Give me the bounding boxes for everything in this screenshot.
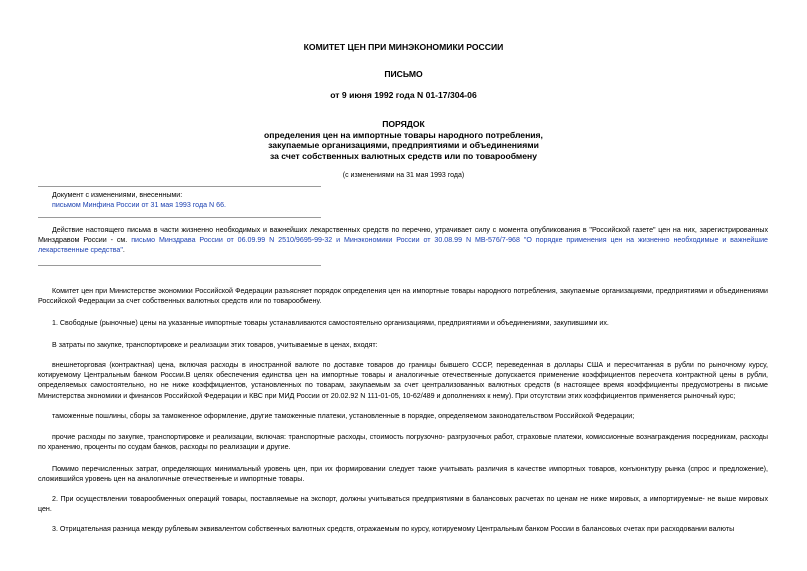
- divider: [38, 217, 321, 218]
- title-line-2: определения цен на импортные товары народного потребления,: [264, 129, 543, 140]
- document-type: ПИСЬМО: [384, 69, 423, 79]
- paragraph-additional-factors: Помимо перечисленных затрат, определяющих минимальный уровень цен, при их формировании следует также учитывать различия в качестве импортных товаров, конъюнктуру рынка (спрос и предложение), сложившийся уровень цен на аналогичные отечественные и импортные товары.: [38, 465, 768, 484]
- amendment-note: (с изменениями на 31 мая 1993 года): [342, 172, 465, 179]
- paragraph-contract-price: внешнеторговая (контрактная) цена, включая расходы в иностранной валюте по доставке товаров до границы бывшего СССР, переведенная в доллары США и пересчитанная в рубли по рыночному курсу, котируемому Центральным банком России.В целях обеспечения единства цен на импортные товары и аналогичные отечественные допускается применение коэффициентов пересчета контрактной цены в рубли, определяемых самостоятельно, но не ниже коэффициентов, установленных по товарам, закупаемым за счет централизованных валютных средств (в настоящее время коэффициенты предусмотрены в письме Министерства экономики и финансов Российской Федерации и КВС при МИД России от 20.02.92 N 111-01-05, 10-62/489 и дополнениях к нему). При отсутствии этих коэффициентов применяется рыночный курс;: [38, 361, 768, 400]
- divider: [38, 186, 321, 187]
- document-title: [0, 119, 807, 161]
- divider: [38, 265, 321, 266]
- paragraph-3: 3. Отрицательная разница между рублевым эквивалентом собственных валютных средств, отражаемым по курсу, котируемому Центральным банком России в балансовых счетах при расходовании валюты: [52, 525, 735, 533]
- paragraph-intro: Комитет цен при Министерстве экономики Российской Федерации разъясняет порядок определения цен на импортные товары народного потребления, закупаемые организациями, предприятиями и объединениями Российской Федерации за счет собственных валютных средств или по товарообмену.: [38, 287, 768, 306]
- paragraph-other-costs: прочие расходы по закупке, транспортировке и реализации, включая: транспортные расходы, стоимость погрузочно- разгрузочных работ, страховые платежи, комиссионные вознаграждения посредникам, расходы по хранению, проценты по ссудам банков, расходы по реализации и другие.: [38, 433, 768, 452]
- title-line-3: закупаемые организациями, предприятиями и объединениями: [268, 140, 539, 150]
- changes-note: [52, 191, 332, 211]
- validity-note: [38, 226, 768, 255]
- issuing-organization: КОМИТЕТ ЦЕН ПРИ МИНЭКОНОМИКИ РОССИИ: [303, 42, 504, 52]
- validity-note-end: .: [122, 245, 125, 254]
- document-date-number: от 9 июня 1992 года N 01-17/304-06: [330, 90, 477, 100]
- changes-note-label: Документ с изменениями, внесенными:: [52, 191, 183, 199]
- paragraph-costs: В затраты по закупке, транспортировке и реализации этих товаров, учитываемые в ценах, входят:: [52, 341, 378, 349]
- title-line-4: за счет собственных валютных средств или по товарообмену: [269, 150, 537, 161]
- paragraph-2: 2. При осуществлении товарообменных операций товары, поставляемые на экспорт, должны учитываться предприятиями в балансовых расчетах по ценам не ниже мировых, а импортируемые- не выше мировых цен.: [38, 495, 768, 514]
- paragraph-1: 1. Свободные (рыночные) цены на указанные импортные товары устанавливаются самостоятельно организациями, предприятиями и объединениями, закупившими их.: [52, 319, 609, 327]
- validity-note-link[interactable]: письмо Минздрава России от 06.09.99 N 2510/9695-99-32 и Минэкономики России от 30.08.99 N МВ-576/7-968 "О порядке применения цен на жизненно необходимые и важнейшие лекарственные средства": [38, 235, 768, 254]
- title-line-1: ПОРЯДОК: [382, 119, 425, 129]
- paragraph-customs: таможенные пошлины, сборы за таможенное оформление, другие таможенные платежи, установленные в порядке, определяемом законодательством Российской Федерации;: [52, 412, 635, 420]
- changes-note-link[interactable]: письмом Минфина России от 31 мая 1993 года N 66.: [52, 200, 226, 209]
- validity-note-text: Действие настоящего письма в части жизненно необходимых и важнейших лекарственных средств по перечню, утрачивает силу с момента опубликования в "Российской газете" цен на них, зарегистрированных Минздравом России - см.: [38, 226, 768, 244]
